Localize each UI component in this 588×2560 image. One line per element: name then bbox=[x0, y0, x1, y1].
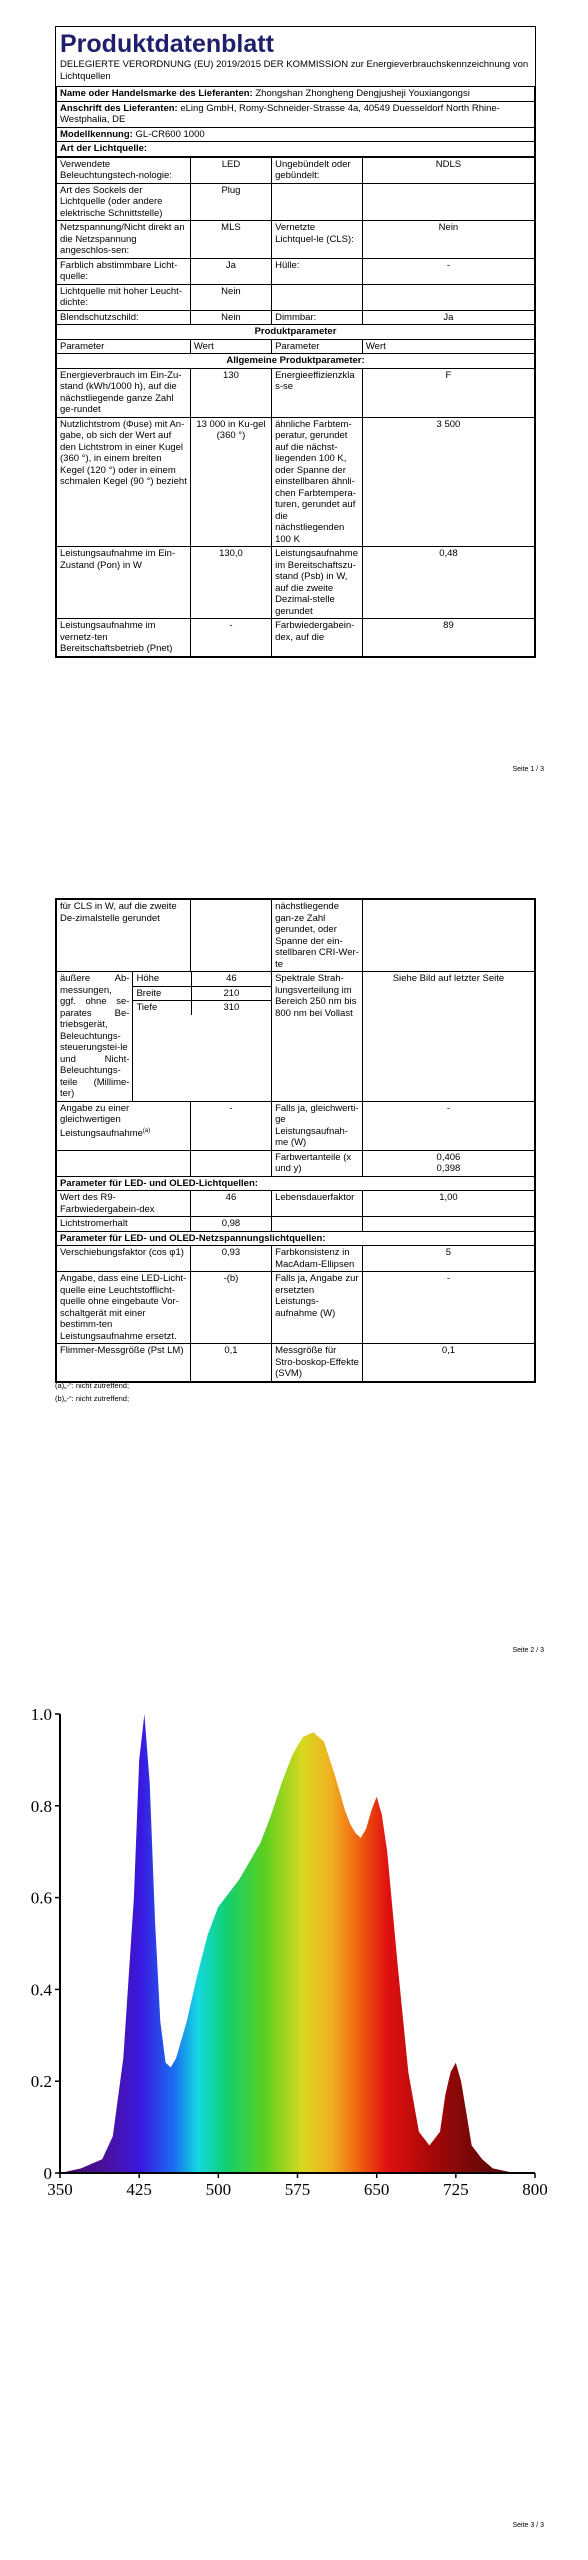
spectral-label: Spektrale Strah-lungsverteilung im Bereich 250 nm bis 800 nm bei Vollast bbox=[272, 972, 363, 1102]
param-label: Falls ja, Angabe zur ersetzten Leistungs-aufnahme (W) bbox=[272, 1272, 363, 1344]
x-tick-label: 350 bbox=[47, 2180, 73, 2199]
y-tick-label: 0.8 bbox=[30, 1796, 52, 1816]
dimension-row bbox=[133, 986, 271, 1001]
x-tick-label: 650 bbox=[363, 2180, 390, 2199]
col-header-wert-1: Wert bbox=[190, 339, 271, 354]
param-label: Netzspannung/Nicht direkt an die Netzspannung angeschlos-sen: bbox=[57, 221, 191, 259]
x-tick-label: 500 bbox=[205, 2180, 232, 2199]
dimensions-table bbox=[133, 972, 271, 1015]
chromaticity-values bbox=[362, 1150, 534, 1176]
dimension-row bbox=[133, 972, 271, 986]
param-label: Vernetzte Lichtquel-le (CLS): bbox=[272, 221, 363, 259]
param-label: Messgröße für Stro-boskop-Effekte (SVM) bbox=[272, 1344, 363, 1382]
param-value: - bbox=[362, 1272, 534, 1344]
param-label: Ungebündelt oder gebündelt: bbox=[272, 157, 363, 183]
col-header-wert-2: Wert bbox=[362, 339, 534, 354]
led-param-row bbox=[57, 1217, 535, 1232]
dimensions-cell bbox=[133, 972, 272, 1102]
param-value: Plug bbox=[190, 183, 271, 221]
param-value: 5 bbox=[362, 1246, 534, 1272]
general-param-row bbox=[57, 368, 535, 417]
param-value: MLS bbox=[190, 221, 271, 259]
dimension-value: 210 bbox=[191, 986, 271, 1001]
param-value: 0,98 bbox=[190, 1217, 271, 1232]
param-label: Farbkonsistenz in MacAdam-Ellipsen bbox=[272, 1246, 363, 1272]
param-label bbox=[272, 1217, 363, 1232]
page-3 bbox=[0, 1680, 588, 2560]
chromaticity-x: 0,406 bbox=[436, 1151, 461, 1163]
param-value bbox=[362, 1217, 534, 1232]
x-tick-label: 800 bbox=[522, 2180, 548, 2199]
x-tick-label: 425 bbox=[126, 2180, 152, 2199]
params-table-2 bbox=[56, 899, 535, 1382]
supplier-address-label: Anschrift des Lieferanten: bbox=[60, 102, 178, 114]
netz-param-row bbox=[57, 1246, 535, 1272]
param-label: Blendschutzschild: bbox=[57, 310, 191, 325]
equivalent-power-label bbox=[57, 1101, 191, 1150]
spectral-distribution-chart bbox=[0, 1700, 588, 2260]
page-footer-2: Seite 2 / 3 bbox=[512, 1647, 544, 1654]
type-row bbox=[57, 183, 535, 221]
equivalent-power-text: Angabe zu einer gleichwertigen Leistungsaufnahme bbox=[60, 1102, 143, 1139]
model-label: Modellkennung: bbox=[60, 128, 133, 140]
param-value bbox=[362, 284, 534, 310]
param-label bbox=[272, 183, 363, 221]
netz-params-header: Parameter für LED- und OLED-Netzspannungslichtquellen: bbox=[57, 1231, 535, 1246]
param-value: Nein bbox=[362, 221, 534, 259]
param-value: 0,48 bbox=[362, 547, 534, 619]
y-tick-label: 0.2 bbox=[30, 2072, 52, 2092]
param-label: Angabe, dass eine LED-Licht-quelle eine Leuchtstofflicht-quelle ohne eingebaute Vor-schaltgerät mit einer bestimm-ten Leistungsaufnahme ersetzt. bbox=[57, 1272, 191, 1344]
y-tick-label: 0.4 bbox=[30, 1980, 52, 2000]
param-value: 0,93 bbox=[190, 1246, 271, 1272]
param-label: Hülle: bbox=[272, 258, 363, 284]
supplier-address-row bbox=[57, 101, 535, 127]
param-label: Verwendete Beleuchtungstech-nologie: bbox=[57, 157, 191, 183]
param-label: Flimmer-Messgröße (Pst LM) bbox=[57, 1344, 191, 1382]
general-param-row bbox=[57, 417, 535, 547]
led-param-row bbox=[57, 1191, 535, 1217]
dimensions-label: äußere Ab-messungen, ggf. ohne se-parates Be-triebsgerät, Beleuchtungs-steuerungstei-le und Nicht-Beleuchtungs-teile (Millime-ter) bbox=[57, 972, 133, 1102]
datasheet-frame-1 bbox=[55, 26, 536, 658]
spectrum-area bbox=[60, 1714, 535, 2173]
led-params-header: Parameter für LED- und OLED-Lichtquellen: bbox=[57, 1176, 535, 1191]
document-subtitle: DELEGIERTE VERORDNUNG (EU) 2019/2015 DER KOMMISSION zur Energieverbrauchskennzeichnung von Lichtquellen bbox=[60, 59, 529, 82]
param-label: Dimmbar: bbox=[272, 310, 363, 325]
param-label: Wert des R9-Farbwiedergabein-dex bbox=[57, 1191, 191, 1217]
equivalent-power-footnote-ref: (a) bbox=[142, 1127, 151, 1134]
supplier-name-label: Name oder Handelsmarke des Lieferanten: bbox=[60, 88, 253, 99]
dimension-value: 310 bbox=[223, 1002, 240, 1013]
param-value: 1,00 bbox=[362, 1191, 534, 1217]
param-value: 89 bbox=[362, 619, 534, 657]
general-param-row bbox=[57, 547, 535, 619]
param-label: Lebensdauerfaktor bbox=[272, 1191, 363, 1217]
dimension-name: Höhe bbox=[133, 972, 191, 986]
y-tick-label: 0.6 bbox=[30, 1888, 52, 1908]
continued-label-1: für CLS in W, auf die zweite De-zimalstelle gerundet bbox=[57, 900, 191, 972]
param-label: Energieverbrauch im Ein-Zu-stand (kWh/1000 h), auf die nächstliegende ganze Zahl ge-rundet bbox=[57, 368, 191, 417]
footnote-b: (b)„-“: nicht zutreffend; bbox=[55, 1394, 130, 1403]
type-row bbox=[57, 258, 535, 284]
param-value: 0,1 bbox=[362, 1344, 534, 1382]
type-row bbox=[57, 221, 535, 259]
dimension-name: Tiefe bbox=[133, 1001, 191, 1015]
chromaticity-y: 0,398 bbox=[436, 1163, 461, 1174]
supplier-address-value: eLing GmbH, Romy-Schneider-Strasse 4a, 40549 Duesseldorf North Rhine-Westphalia, DE bbox=[60, 102, 500, 125]
chart-plot-area bbox=[31, 1705, 548, 2199]
dimension-value: 46 bbox=[191, 972, 271, 986]
empty-cell bbox=[190, 1150, 271, 1176]
netz-param-row bbox=[57, 1344, 535, 1382]
param-label: Lichtquelle mit hoher Leucht-dichte: bbox=[57, 284, 191, 310]
param-value: LED bbox=[190, 157, 271, 183]
x-tick-label: 575 bbox=[284, 2180, 311, 2199]
continued-value-2 bbox=[362, 900, 534, 972]
page-2 bbox=[0, 800, 588, 1680]
param-label: Lichtstromerhalt bbox=[57, 1217, 191, 1232]
params-table-1 bbox=[56, 157, 535, 657]
param-label: Farblich abstimmbare Licht-quelle: bbox=[57, 258, 191, 284]
document-title: Produktdatenblatt bbox=[60, 30, 274, 58]
general-param-row bbox=[57, 619, 535, 657]
netz-param-row bbox=[57, 1272, 535, 1344]
param-value: -(b) bbox=[190, 1272, 271, 1344]
param-value: 0,1 bbox=[190, 1344, 271, 1382]
param-label: ähnliche Farbtem-peratur, gerundet auf die nächst-liegenden 100 K, oder Spanne der einstellbaren ähnli-chen Farbtempera-turen, gerundet auf die nächstliegenden 100 K bbox=[272, 417, 363, 547]
param-value: Ja bbox=[190, 258, 271, 284]
allgemeine-header: Allgemeine Produktparameter: bbox=[57, 354, 535, 369]
param-value: 46 bbox=[190, 1191, 271, 1217]
param-label: Energieeffizienzklas-se bbox=[272, 368, 363, 417]
page-footer-1: Seite 1 / 3 bbox=[512, 766, 544, 773]
produktparameter-header: Produktparameter bbox=[57, 325, 535, 340]
equivalent-power-label-2: Falls ja, gleichwerti-ge Leistungsaufnah-me (W) bbox=[272, 1101, 363, 1150]
param-label: Art des Sockels der Lichtquelle (oder andere elektrische Schnittstelle) bbox=[57, 183, 191, 221]
param-value: Ja bbox=[362, 310, 534, 325]
param-value: Nein bbox=[190, 310, 271, 325]
param-label: Leistungsaufnahme im vernetz-ten Bereitschaftsbetrieb (Pnet) bbox=[57, 619, 191, 657]
col-header-parameter-1: Parameter bbox=[57, 339, 191, 354]
equivalent-power-value: - bbox=[190, 1101, 271, 1150]
param-label: Verschiebungsfaktor (cos φ1) bbox=[57, 1246, 191, 1272]
param-label: Leistungsaufnahme im Ein-Zustand (Pon) in W bbox=[57, 547, 191, 619]
type-row bbox=[57, 157, 535, 183]
param-value: F bbox=[362, 368, 534, 417]
y-tick-label: 1.0 bbox=[30, 1705, 52, 1724]
chromaticity-label: Farbwertanteile (x und y) bbox=[272, 1150, 363, 1176]
type-row bbox=[57, 284, 535, 310]
model-row bbox=[57, 127, 535, 142]
continued-label-2: nächstliegende gan-ze Zahl gerundet, oder Spanne der ein-stellbaren CRI-Wer-te bbox=[272, 900, 363, 972]
footnote-a: (a)„-“: nicht zutreffend; bbox=[55, 1381, 130, 1390]
param-label bbox=[272, 284, 363, 310]
param-label: Farbwiedergabein-dex, auf die bbox=[272, 619, 363, 657]
type-row bbox=[57, 310, 535, 325]
param-value: Nein bbox=[190, 284, 271, 310]
supplier-name-row bbox=[57, 87, 535, 102]
param-value: 13 000 in Ku-gel (360 °) bbox=[190, 417, 271, 547]
dimension-row bbox=[133, 1001, 271, 1015]
col-header-parameter-2: Parameter bbox=[272, 339, 363, 354]
light-source-type-header: Art der Lichtquelle: bbox=[57, 142, 535, 157]
page-1 bbox=[0, 0, 588, 800]
supplier-name-value: Zhongshan Zhongheng Dengjusheji Youxiangongsi bbox=[255, 88, 470, 99]
page-footer-3: Seite 3 / 3 bbox=[512, 2522, 544, 2529]
empty-cell bbox=[57, 1150, 191, 1176]
y-tick-label: 0 bbox=[43, 2164, 52, 2183]
param-value: 130,0 bbox=[190, 547, 271, 619]
param-value bbox=[362, 183, 534, 221]
param-value: 130 bbox=[190, 368, 271, 417]
equivalent-power-value-2: - bbox=[362, 1101, 534, 1150]
model-value: GL-CR600 1000 bbox=[135, 128, 205, 140]
continued-value-1 bbox=[190, 900, 271, 972]
param-label: Nutzlichtstrom (Φuse) mit An-gabe, ob sich der Wert auf den Lichtstrom in einer Kugel (360 °), in einem breiten Kegel (120 °) oder in einem schmalen Kegel (90 °) bezieht bbox=[57, 417, 191, 547]
param-label: Leistungsaufnahme im Bereitschaftszu-stand (Psb) in W, auf die zweite Dezimal-stelle gerundet bbox=[272, 547, 363, 619]
supplier-table bbox=[56, 86, 535, 157]
spectral-value: Siehe Bild auf letzter Seite bbox=[362, 972, 534, 1102]
dimension-name: Breite bbox=[133, 986, 191, 1001]
datasheet-frame-2 bbox=[55, 898, 536, 1383]
x-tick-label: 725 bbox=[443, 2180, 469, 2199]
param-value: NDLS bbox=[362, 157, 534, 183]
param-value: - bbox=[362, 258, 534, 284]
param-value: - bbox=[190, 619, 271, 657]
param-value: 3 500 bbox=[362, 417, 534, 547]
